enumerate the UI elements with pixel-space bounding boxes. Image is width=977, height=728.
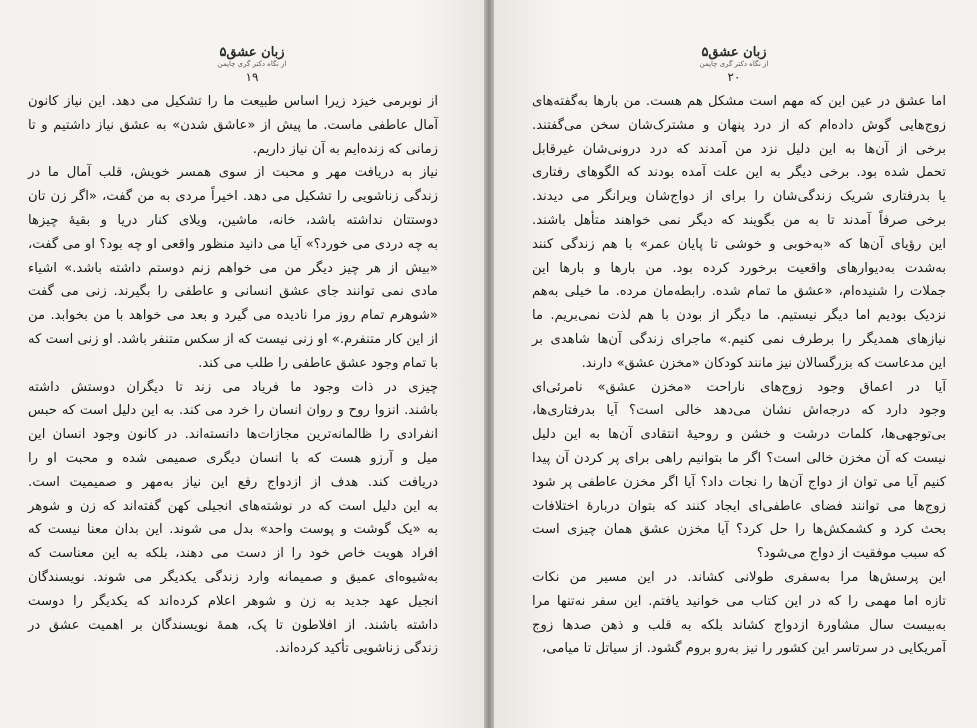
text-line: به چه دردی می خورد؟» آیا می دانید منظور واقعی او چه بود؟ او می گفت، xyxy=(28,236,438,252)
left-page-body xyxy=(28,90,438,661)
text-line: مادی نمی توانند جای عشق انسانی و عاطفی را بگیرند. زنی می گفت xyxy=(28,284,438,300)
text-line: این رؤیای آن‌ها که «به‌خوبی و خوشی تا پایان عمر» با هم زندگی کنند xyxy=(532,236,946,252)
text-line: بحث کرد و کشمکش‌ها را حل کرد؟ آیا مخزن عشق همان چیزی است xyxy=(532,522,946,538)
text-line: به این دلیل است که در نوشته‌های انجیلی کهن گفته‌اند که زن و شوهر xyxy=(28,498,438,514)
book-gutter xyxy=(484,0,494,728)
text-line: به «یک گوشت و پوست واحد» بدل می شوند. این بدان معنا نیست که xyxy=(28,522,438,538)
text-line: تازه اما مهمی را که در این کتاب می خوانید یافتم. این سفر نه‌تنها مرا xyxy=(532,593,946,609)
right-page xyxy=(494,0,977,728)
text-line: کنیم آیا می توان از دواج آن‌ها را نجات داد؟ آیا اگر مخزن عاطفی پر شود xyxy=(532,474,946,490)
right-page-body xyxy=(532,90,946,661)
text-line: یا بدرفتاری شریک زندگی‌شان را برای از دواج‌شان ویرانگر می دیدند. xyxy=(532,189,946,205)
text-line: به‌شدت به‌دیوارهای واقعیت برخورد کرده بود. من بارها و بارها این xyxy=(532,260,946,276)
text-line: چیزی در ذات وجود ما فریاد می زند تا دیگران دوستش داشته xyxy=(28,379,438,395)
text-line: به‌بیست سال مشاورهٔ ازدواج کشاند بلکه به قلب و ذهن صدها زوج xyxy=(532,617,946,633)
left-book-title: ۵زبان عشق xyxy=(219,45,285,60)
text-line: نزدیک بودیم اما دیگر نیستیم. ما دیگر از بودن با هم لذت نمی‌بریم. ما xyxy=(532,308,946,324)
text-line: زمانی که زنده‌ایم به آن نیاز داریم. xyxy=(252,141,438,157)
text-line: از این کار متنفرم.» او زنی نیست که از سکس متنفر باشد. او زنی است که xyxy=(28,331,438,347)
text-line: زوج‌هایی گوش داده‌ام که از درد پنهان و مشترک‌شان سخن می‌گفتند. xyxy=(532,117,946,133)
text-line: وجود دارد که درجه‌اش نشان می‌دهد خالی است؟ آیا بدرفتاری‌ها، xyxy=(532,403,946,419)
text-line: تحمل شده بود. برخی دیگر به این علت آمده بودند که الگوهای رفتاری xyxy=(532,165,946,181)
left-page xyxy=(0,0,484,728)
text-line: اما عشق در عین این که مهم است مشکل هم هست. من بارها به‌گفته‌های xyxy=(532,94,946,109)
text-line: با تمام وجود عشق عاطفی را طلب می کند. xyxy=(198,355,438,371)
text-line: از نوبرمی خیزد زیرا اساس طبیعت ما را تشکیل می دهد. این نیاز کانون xyxy=(28,94,438,109)
text-line: جملات را شنیده‌ام، «عشق ما تمام شده. رابطه‌مان مرده. ما خیلی به‌هم xyxy=(532,284,946,300)
text-line: دریافت کند. هدف از ازدواج رفع این نیاز به‌مهر و صمیمیت است. xyxy=(28,474,438,490)
text-line: زندگی زناشویی تأکید کرده‌اند. xyxy=(274,641,438,657)
right-book-subtitle: از نگاه دکتر گری چاپمن xyxy=(699,60,769,68)
text-line: افراد هویت خاص خود را از دست می دهند، بلکه به این معناست که xyxy=(28,546,438,562)
text-line: این پرسش‌ها مرا به‌سفری طولانی کشاند. در این مسیر من نکات xyxy=(532,569,946,585)
text-line: انجیل عهد جدید به زن و شوهر اعلام کرده‌اند که یکدیگر را دوست xyxy=(28,593,438,609)
left-book-subtitle: از نگاه دکتر گری چاپمن xyxy=(217,60,287,68)
text-line: آمریکایی در سرتاسر این کشور را نیز به‌رو بروم گشود. از سیاتل تا میامی، xyxy=(542,641,946,657)
text-line: زندگی زناشویی را تشکیل می دهد. اخیراً مردی به من گفت، «اگر زن تان xyxy=(28,189,438,205)
text-line: انفرادی را ظالمانه‌ترین مجازات‌ها دانسته‌اند. در کانون وجود انسان این xyxy=(28,427,438,443)
right-book-title: ۵زبان عشق xyxy=(701,45,767,60)
text-line: برخی صرفاً آمدند تا به من بگویند که دیگر نمی خواهند متأهل باشند. xyxy=(532,212,946,228)
text-line: که سبب موفقیت از دواج می‌شود؟ xyxy=(756,546,946,562)
right-page-number: ۲۰ xyxy=(727,70,741,84)
text-line: نیاز به دریافت مهر و محبت از سوی همسر خویش، قلب آمال ما در xyxy=(28,165,438,181)
text-line: «شوهرم تمام روز مرا نادیده می گیرد و بعد می خواهد با من بخوابد. من xyxy=(28,308,438,324)
text-line: به‌شیوه‌ای عمیق و صمیمانه وارد زندگی یکدیگر می شوند. نویسندگان xyxy=(28,569,438,585)
text-line: برخی از آن‌ها به این دلیل نزد من آمدند که درد درونی‌شان غیرقابل xyxy=(532,141,946,157)
text-line: نیست که آن مخزن خالی است؟ اگر ما بتوانیم راهی برای پر کردن آن پیدا xyxy=(532,450,946,466)
text-line: بی‌توجهی‌ها، کلمات درشت و خشن و روحیهٔ انتقادی آن‌ها به این دلیل xyxy=(532,427,946,443)
right-page-header xyxy=(664,46,804,84)
text-line: «بیش از هر چیز دیگر من می خواهم زنم دوستم داشته باشد.» اشیاء xyxy=(28,260,438,276)
text-line: میل و آرزو هست که با انسان دیگری صمیمی شده و محبت او را xyxy=(28,450,438,466)
text-line: باشند. انزوا روح و روان انسان را خرد می کند. به این دلیل است که حبس xyxy=(28,403,438,419)
left-page-number: ۱۹ xyxy=(245,70,259,84)
text-line: داشته باشند. از افلاطون تا پک، همهٔ نویسندگان بر اهمیت عشق در xyxy=(28,617,438,633)
text-line: زوج‌ها می توانند فضای عاطفی‌ای ایجاد کنند که بتوان دربارهٔ اختلافات xyxy=(532,498,946,514)
text-line: آمال عاطفی ماست. ما پیش از «عاشق شدن» به عشق نیاز داشتیم و تا xyxy=(28,117,438,133)
text-line: این مدعاست که بزرگسالان نیز مانند کودکان «مخزن عشق» دارند. xyxy=(581,355,946,371)
text-line: آیا در اعماق وجود زوج‌های ناراحت «مخزن عشق» نامرئی‌ای xyxy=(532,379,946,395)
text-line: نیازهای همدیگر را برطرف نمی کنیم.» ماجرای زندگی آن‌ها شاهدی بر xyxy=(532,331,946,347)
text-line: دوستتان نداشته باشد، خانه، ماشین، ویلای کنار دریا و بقیهٔ چیزها xyxy=(28,212,438,228)
left-page-header xyxy=(182,46,322,84)
